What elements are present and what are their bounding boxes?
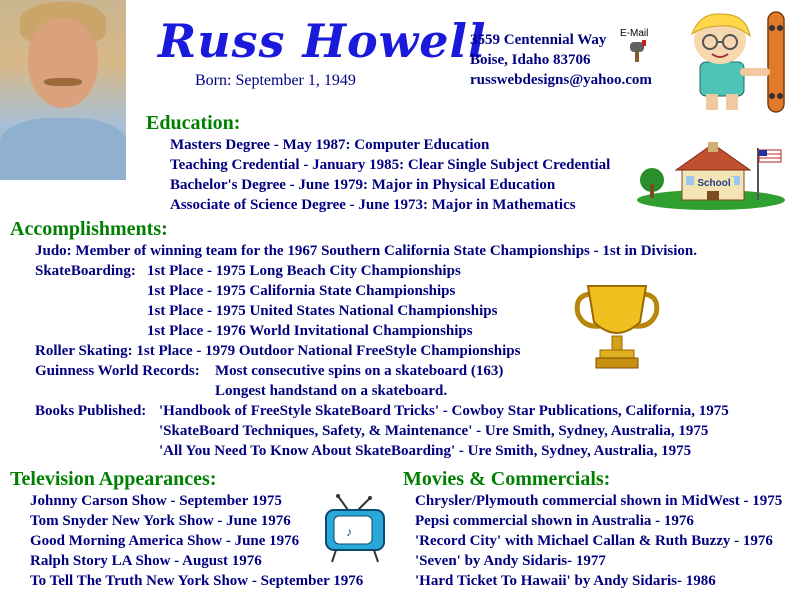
movie-item: 'Record City' with Michael Callan & Ruth Buzzy - 1976 — [415, 533, 773, 549]
guinness-item: Longest handstand on a skateboard. — [215, 383, 448, 399]
books-label: Books Published: — [35, 403, 147, 419]
address-line-1: 3559 Centennial Way — [470, 32, 607, 48]
skateboarding-item: 1st Place - 1975 Long Beach City Championships — [147, 263, 461, 279]
guinness-item: Most consecutive spins on a skateboard (163) — [215, 363, 504, 379]
accomplishments-heading: Accomplishments: — [10, 218, 168, 240]
email-link[interactable]: russwebdesigns@yahoo.com — [470, 72, 652, 88]
skateboarder-cartoon-icon — [670, 8, 798, 116]
book-item: 'Handbook of FreeStyle SkateBoard Tricks' - Cowboy Star Publications, California, 1975 — [159, 403, 729, 419]
television-heading: Television Appearances: — [10, 468, 217, 490]
movie-item: 'Seven' by Andy Sidaris- 1977 — [415, 553, 606, 569]
education-heading: Education: — [146, 112, 241, 134]
skateboarding-item: 1st Place - 1975 California State Championships — [147, 283, 456, 299]
guinness-label: Guinness World Records: — [35, 363, 200, 379]
education-item: Associate of Science Degree - June 1973: Major in Mathematics — [170, 197, 576, 213]
television-item: Johnny Carson Show - September 1975 — [30, 493, 282, 509]
television-icon — [322, 494, 388, 564]
judo-accomplishment: Judo: Member of winning team for the 1967 Southern California State Championships - 1st in Division. — [35, 243, 697, 259]
mailbox-icon[interactable] — [620, 28, 660, 62]
movies-heading: Movies & Commercials: — [403, 468, 611, 490]
television-item: Good Morning America Show - June 1976 — [30, 533, 300, 549]
movie-item: 'Hard Ticket To Hawaii' by Andy Sidaris- 1986 — [415, 573, 716, 589]
email-icon-label: E-Mail — [620, 28, 649, 39]
svg-text:♪: ♪ — [346, 525, 352, 539]
movie-item: Pepsi commercial shown in Australia - 1976 — [415, 513, 694, 529]
movie-item: Chrysler/Plymouth commercial shown in MidWest - 1975 — [415, 493, 783, 509]
skateboarding-item: 1st Place - 1976 World Invitational Championships — [147, 323, 473, 339]
television-item: Ralph Story LA Show - August 1976 — [30, 553, 262, 569]
roller-skating-accomplishment: Roller Skating: 1st Place - 1979 Outdoor National FreeStyle Championships — [35, 343, 521, 359]
education-item: Masters Degree - May 1987: Computer Education — [170, 137, 490, 153]
skateboarding-item: 1st Place - 1975 United States National Championships — [147, 303, 498, 319]
education-item: Teaching Credential - January 1985: Clear Single Subject Credential — [170, 157, 611, 173]
trophy-icon — [574, 282, 660, 372]
birth-date: Born: September 1, 1949 — [195, 72, 356, 89]
schoolhouse-icon — [636, 140, 786, 210]
education-item: Bachelor's Degree - June 1979: Major in Physical Education — [170, 177, 556, 193]
portrait-photo — [0, 0, 126, 180]
book-item: 'All You Need To Know About SkateBoarding' - Ure Smith, Sydney, Australia, 1975 — [159, 443, 692, 459]
book-item: 'SkateBoard Techniques, Safety, & Maintenance' - Ure Smith, Sydney, Australia, 1975 — [159, 423, 709, 439]
television-item: To Tell The Truth New York Show - September 1976 — [30, 573, 364, 589]
school-sign: School — [694, 177, 734, 191]
address-line-2: Boise, Idaho 83706 — [470, 52, 591, 68]
skateboarding-label: SkateBoarding: — [35, 263, 136, 279]
page-title: Russ Howell — [158, 14, 487, 68]
television-item: Tom Snyder New York Show - June 1976 — [30, 513, 291, 529]
